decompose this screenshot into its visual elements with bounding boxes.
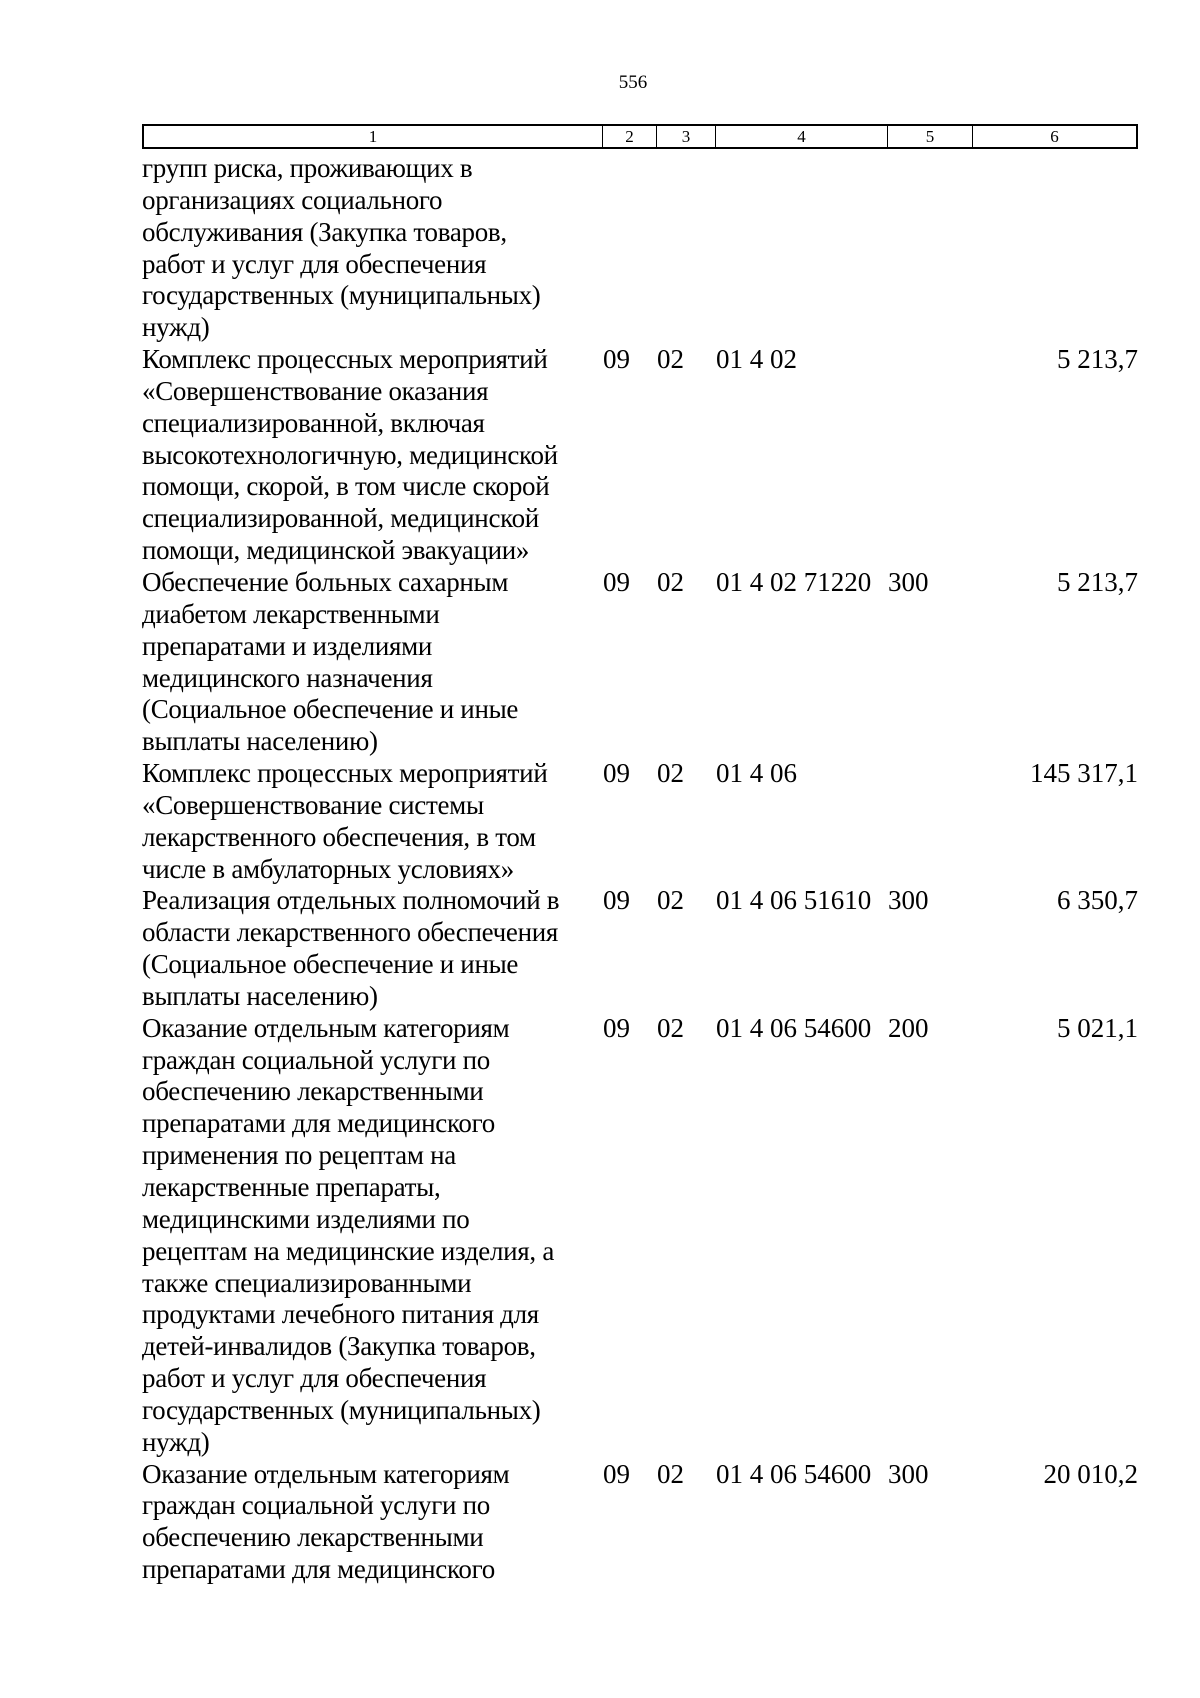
expense-type-code: 300	[888, 1458, 929, 1489]
header-col-6: 6	[1050, 127, 1059, 146]
section-code: 09	[603, 566, 630, 597]
subsection-code: 02	[657, 1458, 684, 1489]
description-line: также специализированными	[142, 1267, 472, 1298]
description-line: обеспечению лекарственными	[142, 1522, 484, 1553]
description-line: помощи, медицинской эвакуации»	[142, 535, 530, 566]
subsection-code: 02	[657, 758, 684, 789]
target-article-code	[716, 153, 888, 344]
description-line: высокотехнологичную, медицинской	[142, 439, 558, 470]
description-line: применения по рецептам на	[142, 1140, 456, 1171]
description-line: лекарственные препараты,	[142, 1172, 441, 1202]
description-line: «Совершенствование оказания	[142, 375, 489, 406]
description-line: Комплекс процессных мероприятий	[142, 758, 548, 789]
header-col-2: 2	[603, 126, 657, 147]
description-line: числе в амбулаторных условиях»	[142, 853, 514, 884]
subsection-code: 02	[657, 344, 684, 375]
description-line: детей-инвалидов (Закупка товаров,	[142, 1331, 536, 1362]
row-description	[142, 758, 603, 885]
description-line: медицинского назначения	[142, 662, 433, 693]
amount: 6 350,7	[1057, 885, 1138, 916]
description-line: лекарственного обеспечения, в том	[142, 821, 536, 852]
amount: 145 317,1	[1030, 758, 1138, 789]
expense-type-code	[888, 153, 973, 344]
table-row	[142, 1013, 1138, 1459]
description-line: Комплекс процессных мероприятий	[142, 344, 548, 375]
description-line: выплаты населению)	[142, 980, 378, 1011]
description-line: медицинскими изделиями по	[142, 1203, 470, 1234]
target-article-code: 01 4 06 54600	[716, 1012, 872, 1043]
table-header	[142, 124, 1138, 149]
description-line: Оказание отдельным категориям	[142, 1012, 510, 1043]
description-line: групп риска, проживающих в	[142, 153, 473, 183]
row-description	[142, 1013, 603, 1459]
header-col-3: 3	[657, 126, 716, 147]
target-article-code: 01 4 06	[716, 758, 797, 789]
subsection-code	[657, 153, 716, 344]
expense-type-code	[888, 344, 973, 567]
description-line: помощи, скорой, в том числе скорой	[142, 471, 550, 502]
description-line: Оказание отдельным категориям	[142, 1458, 510, 1489]
table-body	[142, 153, 1138, 1586]
description-line: обеспечению лекарственными	[142, 1076, 484, 1107]
row-description	[142, 153, 603, 344]
description-line: препаратами для медицинского	[142, 1108, 495, 1139]
table-row	[142, 1459, 1138, 1586]
description-line: препаратами для медицинского	[142, 1554, 495, 1585]
section-code: 09	[603, 1012, 630, 1043]
expense-type-code: 200	[888, 1012, 929, 1043]
expense-type-code: 300	[888, 566, 929, 597]
expense-type-code	[888, 758, 973, 885]
subsection-code: 02	[657, 1012, 684, 1043]
header-col-4: 4	[716, 126, 888, 147]
section-code: 09	[603, 344, 630, 375]
target-article-code: 01 4 02 71220	[716, 566, 872, 597]
description-line: (Социальное обеспечение и иные	[142, 694, 519, 725]
description-line: области лекарственного обеспечения	[142, 917, 559, 948]
subsection-code: 02	[657, 566, 684, 597]
description-line: специализированной, включая	[142, 407, 485, 438]
description-line: работ и услуг для обеспечения	[142, 1363, 487, 1394]
target-article-code: 01 4 06 54600	[716, 1458, 872, 1489]
description-line: обслуживания (Закупка товаров,	[142, 216, 507, 247]
description-line: (Социальное обеспечение и иные	[142, 949, 519, 980]
description-line: Обеспечение больных сахарным	[142, 566, 509, 597]
description-line: Реализация отдельных полномочий в	[142, 885, 560, 916]
row-description	[142, 344, 603, 567]
section-code: 09	[603, 885, 630, 916]
description-line: «Совершенствование системы	[142, 789, 484, 820]
description-line: специализированной, медицинской	[142, 503, 539, 534]
description-line: государственных (муниципальных)	[142, 280, 541, 311]
amount	[973, 153, 1138, 344]
table-row	[142, 153, 1138, 344]
header-col-5: 5	[888, 126, 973, 147]
table-row	[142, 344, 1138, 567]
description-line: организациях социального	[142, 184, 443, 215]
header-col-1: 1	[144, 126, 603, 147]
subsection-code: 02	[657, 885, 684, 916]
table-row	[142, 885, 1138, 1012]
table-row	[142, 758, 1138, 885]
section-code	[603, 153, 657, 344]
description-line: граждан социальной услуги по	[142, 1044, 490, 1075]
section-code: 09	[603, 758, 630, 789]
amount: 20 010,2	[1043, 1458, 1138, 1489]
description-line: граждан социальной услуги по	[142, 1490, 490, 1521]
amount: 5 021,1	[1057, 1012, 1138, 1043]
target-article-code: 01 4 02	[716, 344, 797, 375]
section-code: 09	[603, 1458, 630, 1489]
table-row	[142, 567, 1138, 758]
description-line: препаратами и изделиями	[142, 630, 433, 661]
amount: 5 213,7	[1057, 566, 1138, 597]
expense-type-code: 300	[888, 885, 929, 916]
page-number: 556	[618, 72, 648, 93]
description-line: нужд)	[142, 1426, 210, 1457]
description-line: работ и услуг для обеспечения	[142, 248, 487, 279]
description-line: государственных (муниципальных)	[142, 1394, 541, 1425]
target-article-code: 01 4 06 51610	[716, 885, 872, 916]
row-description	[142, 1459, 603, 1586]
description-line: рецептам на медицинские изделия, а	[142, 1235, 555, 1266]
description-line: продуктами лечебного питания для	[142, 1299, 539, 1330]
description-line: нужд)	[142, 312, 210, 343]
amount: 5 213,7	[1057, 344, 1138, 375]
row-description	[142, 567, 603, 758]
row-description	[142, 885, 603, 1012]
description-line: диабетом лекарственными	[142, 598, 440, 629]
description-line: выплаты населению)	[142, 726, 378, 757]
